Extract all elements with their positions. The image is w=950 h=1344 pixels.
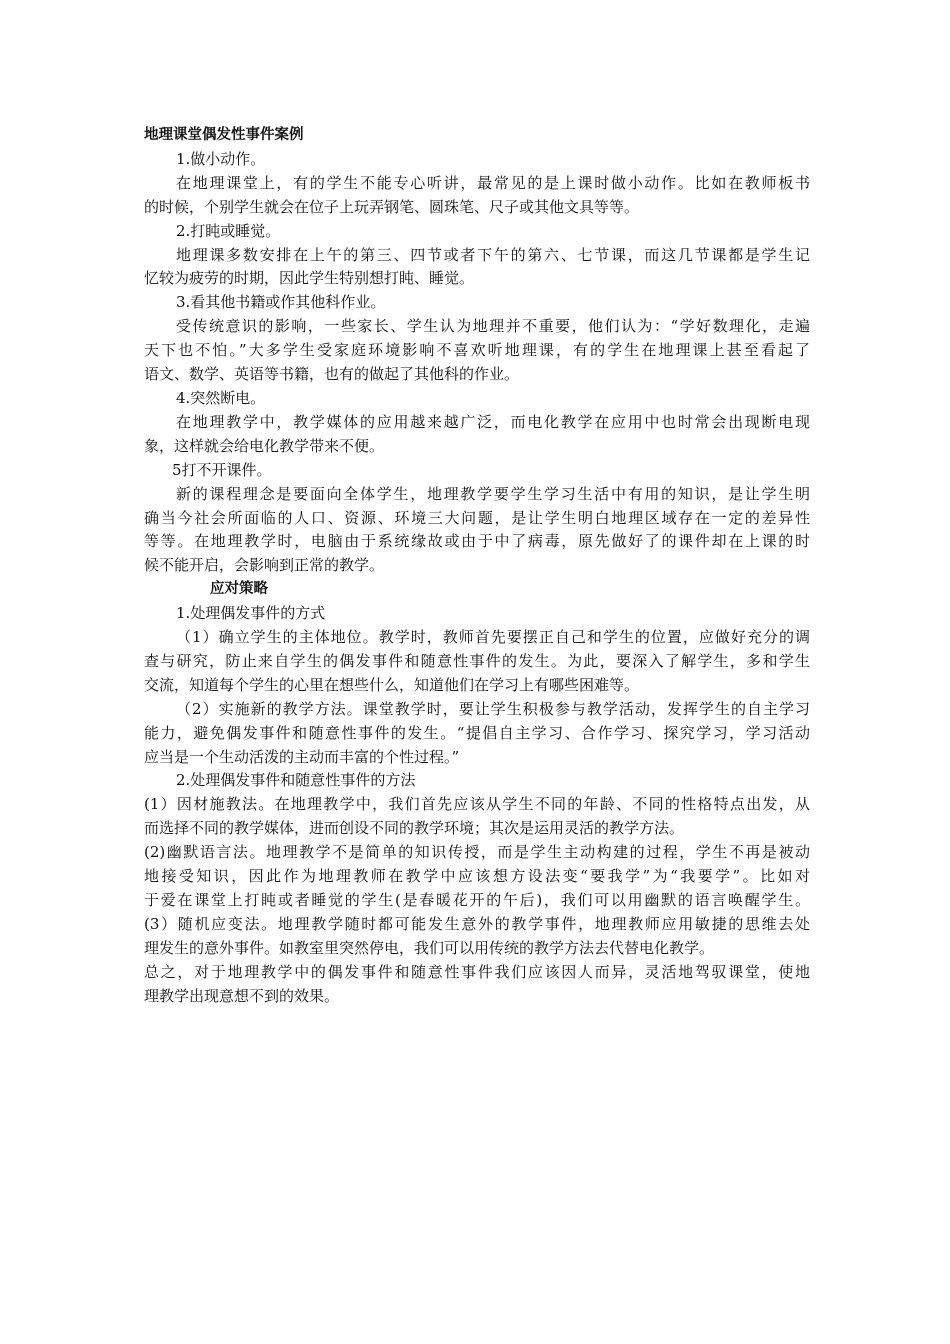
heading-4: 4.突然断电。 [176,388,266,407]
document-title: 地理课堂偶发性事件案例 [144,127,304,143]
heading-1: 1.做小动作。 [176,149,266,168]
heading-2: 2.打盹或睡觉。 [176,221,281,240]
subheading-2: 2.处理偶发事件和随意性事件的方法 [176,771,416,790]
paragraph-line: （1）确立学生的主体地位。教学时，教师首先要摆正自己和学生的位置，应做好充分的调 [176,628,810,647]
paragraph-line: 确当今社会所面临的人口、资源、环境三大问题，是让学生明白地理区域存在一定的差异性 [144,508,810,527]
heading-3: 3.看其他书籍或作其他科作业。 [176,293,386,312]
paragraph-line: (2)幽默语言法。地理教学不是简单的知识传授，而是学生主动构建的过程，学生不再是被动 [144,843,810,862]
section-heading: 应对策略 [210,581,268,598]
paragraph-line: 应当是一个生动活泼的主动而丰富的个性过程。” [144,747,460,766]
heading-5: 5打不开课件。 [172,460,272,479]
paragraph-line: 理教学出现意想不到的效果。 [144,986,340,1005]
paragraph-line: 而选择不同的教学媒体，进而创设不同的教学环境；其次是运用灵活的教学方法。 [144,819,685,838]
paragraph-line: 受传统意识的影响，一些家长、学生认为地理并不重要，他们认为：“学好数理化，走遍 [176,317,810,336]
paragraph-line: 总之，对于地理教学中的偶发事件和随意性事件我们应该因人而异，灵活地驾驭课堂，使地 [144,962,810,981]
paragraph-line: 查与研究，防止来自学生的偶发事件和随意性事件的发生。为此，要深入了解学生，多和学生 [144,651,810,670]
paragraph-line: 候不能开启，会影响到正常的教学。 [144,556,385,575]
paragraph-line: 的时候，个别学生就会在位子上玩弄钢笔、圆珠笔、尺子或其他文具等等。 [144,197,640,216]
paragraph-line: 理发生的意外事件。如教室里突然停电，我们可以用传统的教学方法去代替电化教学。 [144,938,715,957]
paragraph-line: 天下也不怕。”大多学生受家庭环境影响不喜欢听地理课，有的学生在地理课上甚至看起了 [144,341,810,360]
paragraph-line: 地接受知识，因此作为地理教师在教学中应该想方设法变“要我学”为“我要学”。比如对 [144,867,810,886]
paragraph-line: 象，这样就会给电化教学带来不便。 [144,436,385,455]
document-page [144,124,810,1009]
paragraph-line: 忆较为疲劳的时期，因此学生特别想打盹、睡觉。 [144,269,475,288]
paragraph-line: （2）实施新的教学方法。课堂教学时，要让学生积极参与教学活动，发挥学生的自主学习 [176,699,810,718]
paragraph-line: 能力，避免偶发事件和随意性事件的发生。“提倡自主学习、合作学习、探究学习，学习活动 [144,723,810,742]
paragraph-line: 交流，知道每个学生的心里在想些什么，知道他们在学习上有哪些困难等。 [144,675,640,694]
paragraph-line: (1）因材施教法。在地理教学中，我们首先应该从学生不同的年龄、不同的性格特点出发，从 [144,795,810,814]
paragraph-line: 语文、数学、英语等书籍，也有的做起了其他科的作业。 [144,365,520,384]
paragraph-line: 新的课程理念是要面向全体学生，地理教学要学生学习生活中有用的知识，是让学生明 [176,484,810,503]
paragraph-line: (3）随机应变法。地理教学随时都可能发生意外的教学事件，地理教师应用敏捷的思维去处 [144,914,810,933]
paragraph-line: 在地理教学中，教学媒体的应用越来越广泛，而电化教学在应用中也时常会出现断电现 [176,412,810,431]
subheading-1: 1.处理偶发事件的方式 [176,604,326,623]
paragraph-line: 在地理课堂上，有的学生不能专心听讲，最常见的是上课时做小动作。比如在教师板书 [176,173,810,192]
paragraph-line: 于爱在课堂上打盹或者睡觉的学生(是春暖花开的午后)，我们可以用幽默的语言唤醒学生。 [144,891,810,909]
paragraph-line: 等等。在地理教学时，电脑由于系统缘故或由于中了病毒，原先做好了的课件却在上课的时 [144,532,810,551]
paragraph-line: 地理课多数安排在上午的第三、四节或者下午的第六、七节课，而这几节课都是学生记 [176,245,810,264]
